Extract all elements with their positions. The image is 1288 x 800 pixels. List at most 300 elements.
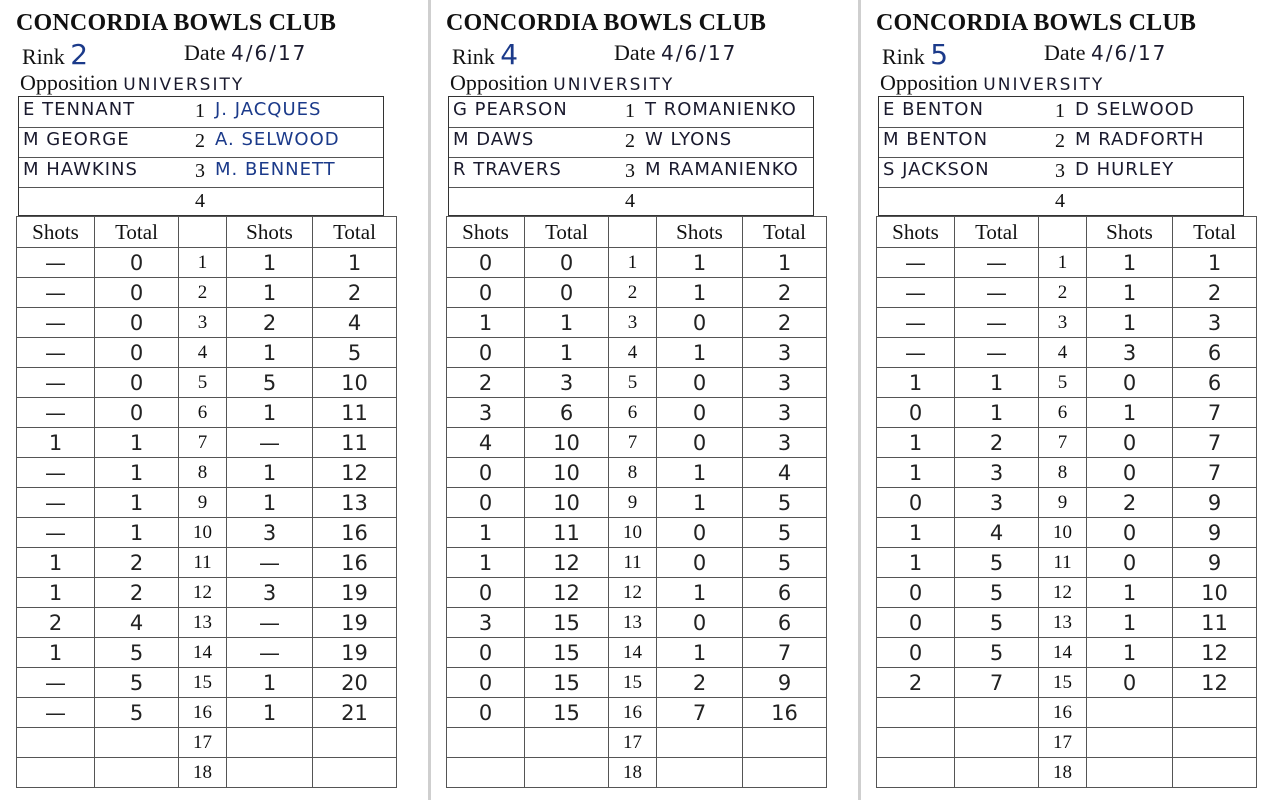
home-total: 1: [955, 398, 1039, 428]
home-total: 15: [525, 638, 609, 668]
home-shots: 0: [447, 458, 525, 488]
date-value: 4/6/17: [1091, 41, 1168, 65]
home-total: 1: [955, 368, 1039, 398]
home-total: 1: [525, 308, 609, 338]
end-row: [877, 308, 1257, 338]
position-number: 1: [625, 100, 635, 122]
home-total: 12: [525, 578, 609, 608]
end-number: 17: [609, 728, 657, 758]
home-shots: 1: [877, 548, 955, 578]
home-shots: 0: [447, 488, 525, 518]
away-player: W LYONS: [645, 129, 733, 150]
home-total: 2: [95, 548, 179, 578]
home-shots: 1: [17, 638, 95, 668]
home-total: 5: [95, 698, 179, 728]
end-number: 14: [179, 638, 227, 668]
position-number: 2: [195, 130, 205, 152]
away-shots: 1: [657, 278, 743, 308]
score-card-rink-4: [446, 0, 866, 800]
player-row: [449, 127, 813, 158]
column-header: Shots: [1087, 217, 1173, 248]
home-shots: 1: [447, 308, 525, 338]
end-row: [877, 368, 1257, 398]
away-total: 1: [1173, 248, 1257, 278]
away-shots: 1: [227, 398, 313, 428]
end-number: 18: [1039, 758, 1087, 788]
away-shots: 1: [1087, 608, 1173, 638]
players-list: [878, 96, 1244, 216]
away-shots: 5: [227, 368, 313, 398]
away-shots: 3: [227, 578, 313, 608]
home-total: 0: [95, 368, 179, 398]
position-number: 2: [625, 130, 635, 152]
end-number: 9: [1039, 488, 1087, 518]
away-shots: [227, 758, 313, 788]
end-row: [447, 758, 827, 788]
home-shots: 1: [447, 548, 525, 578]
rink-label: Rink: [22, 44, 65, 69]
home-total: 5: [955, 578, 1039, 608]
end-number: 2: [609, 278, 657, 308]
home-total: —: [955, 308, 1039, 338]
player-row: [449, 97, 813, 128]
home-total: —: [955, 338, 1039, 368]
home-shots: —: [17, 488, 95, 518]
home-shots: —: [17, 368, 95, 398]
away-shots: [1087, 698, 1173, 728]
end-number: 10: [179, 518, 227, 548]
away-shots: 0: [1087, 518, 1173, 548]
away-shots: —: [227, 608, 313, 638]
home-total: 3: [955, 458, 1039, 488]
away-shots: [1087, 758, 1173, 788]
away-total: 5: [313, 338, 397, 368]
home-shots: 0: [447, 338, 525, 368]
player-row: [449, 157, 813, 188]
column-header: Total: [525, 217, 609, 248]
away-total: 6: [1173, 368, 1257, 398]
home-player: S JACKSON: [883, 159, 990, 180]
away-shots: [1087, 728, 1173, 758]
end-row: [877, 458, 1257, 488]
home-shots: —: [17, 698, 95, 728]
end-row: [447, 338, 827, 368]
end-row: [17, 248, 397, 278]
date-value: 4/6/17: [231, 41, 308, 65]
position-number: 3: [195, 160, 205, 182]
home-total: 0: [95, 338, 179, 368]
end-row: [17, 428, 397, 458]
away-shots: 2: [657, 668, 743, 698]
away-total: 5: [743, 548, 827, 578]
end-row: [17, 608, 397, 638]
home-shots: 2: [447, 368, 525, 398]
score-card-rink-2: [16, 0, 436, 800]
home-total: [95, 758, 179, 788]
home-player: G PEARSON: [453, 99, 568, 120]
away-shots: 1: [1087, 308, 1173, 338]
rink-value: 4: [500, 38, 519, 71]
away-total: [1173, 758, 1257, 788]
away-shots: 0: [1087, 428, 1173, 458]
away-shots: 1: [227, 668, 313, 698]
away-total: 4: [743, 458, 827, 488]
away-total: 2: [743, 278, 827, 308]
home-shots: —: [877, 338, 955, 368]
away-shots: 1: [227, 458, 313, 488]
end-number: 1: [179, 248, 227, 278]
away-total: 12: [1173, 638, 1257, 668]
away-shots: 1: [1087, 638, 1173, 668]
end-number: 3: [609, 308, 657, 338]
away-shots: 1: [657, 458, 743, 488]
rink-value: 2: [70, 38, 89, 71]
away-total: 16: [313, 518, 397, 548]
end-row: [17, 638, 397, 668]
player-row: [879, 157, 1243, 188]
column-header: Shots: [227, 217, 313, 248]
column-header: Total: [95, 217, 179, 248]
home-player: M DAWS: [453, 129, 535, 150]
opposition-line: [20, 70, 244, 96]
home-shots: 1: [17, 578, 95, 608]
away-total: 9: [1173, 488, 1257, 518]
away-player: J. JACQUES: [215, 99, 322, 120]
away-total: 12: [1173, 668, 1257, 698]
away-shots: 1: [657, 488, 743, 518]
position-number: 2: [1055, 130, 1065, 152]
away-player: A. SELWOOD: [215, 129, 340, 150]
home-shots: —: [17, 458, 95, 488]
club-name: CONCORDIA BOWLS CLUB: [876, 10, 1197, 36]
end-number: 15: [179, 668, 227, 698]
opposition-label: Opposition: [880, 70, 978, 95]
end-number: 11: [609, 548, 657, 578]
players-list: [18, 96, 384, 216]
players-list: [448, 96, 814, 216]
home-total: 0: [95, 308, 179, 338]
home-total: 15: [525, 668, 609, 698]
end-row: [17, 308, 397, 338]
end-number: 13: [179, 608, 227, 638]
home-shots: 2: [17, 608, 95, 638]
end-row: [447, 488, 827, 518]
end-number: 3: [1039, 308, 1087, 338]
end-row: [877, 698, 1257, 728]
away-total: 19: [313, 578, 397, 608]
player-row: [19, 157, 383, 188]
home-shots: 2: [877, 668, 955, 698]
home-total: 5: [95, 638, 179, 668]
end-number: 11: [179, 548, 227, 578]
end-row: [447, 398, 827, 428]
home-shots: 0: [877, 638, 955, 668]
home-total: 1: [95, 428, 179, 458]
column-header: Total: [743, 217, 827, 248]
away-total: 3: [743, 368, 827, 398]
home-shots: —: [877, 248, 955, 278]
home-shots: 0: [447, 278, 525, 308]
score-table: [16, 216, 397, 788]
home-total: 1: [95, 488, 179, 518]
end-row: [17, 338, 397, 368]
end-row: [447, 368, 827, 398]
away-shots: —: [227, 548, 313, 578]
away-shots: —: [227, 638, 313, 668]
away-total: 7: [1173, 428, 1257, 458]
end-number: 1: [1039, 248, 1087, 278]
away-total: 2: [743, 308, 827, 338]
end-number: 15: [609, 668, 657, 698]
away-total: 3: [743, 398, 827, 428]
home-total: 10: [525, 458, 609, 488]
away-shots: 1: [1087, 398, 1173, 428]
home-total: 12: [525, 548, 609, 578]
home-shots: —: [17, 248, 95, 278]
score-header-row: [447, 217, 827, 248]
away-total: 20: [313, 668, 397, 698]
opposition-line: [880, 70, 1104, 96]
home-shots: 1: [877, 458, 955, 488]
away-shots: 0: [657, 368, 743, 398]
home-shots: 1: [877, 368, 955, 398]
away-total: 2: [313, 278, 397, 308]
opposition-value: UNIVERSITY: [553, 75, 675, 95]
away-total: 4: [313, 308, 397, 338]
end-number: 5: [609, 368, 657, 398]
player-row: [19, 187, 383, 217]
home-shots: 3: [447, 398, 525, 428]
rink-line: [882, 38, 948, 71]
away-total: 7: [1173, 458, 1257, 488]
end-row: [877, 518, 1257, 548]
home-player: E BENTON: [883, 99, 984, 120]
rink-label: Rink: [882, 44, 925, 69]
home-shots: 1: [877, 518, 955, 548]
date-label: Date: [614, 40, 656, 65]
home-shots: [877, 758, 955, 788]
rink-line: [452, 38, 518, 71]
opposition-value: UNIVERSITY: [123, 75, 245, 95]
end-row: [17, 518, 397, 548]
away-total: 1: [313, 248, 397, 278]
end-row: [877, 638, 1257, 668]
end-number: 2: [1039, 278, 1087, 308]
away-shots: 1: [657, 248, 743, 278]
rink-value: 5: [930, 38, 949, 71]
away-total: 16: [313, 548, 397, 578]
home-shots: —: [17, 668, 95, 698]
away-total: 9: [1173, 548, 1257, 578]
away-shots: 1: [657, 338, 743, 368]
away-total: 12: [313, 458, 397, 488]
away-shots: 1: [227, 248, 313, 278]
end-number: 8: [609, 458, 657, 488]
home-player: M HAWKINS: [23, 159, 138, 180]
away-total: 10: [1173, 578, 1257, 608]
end-number: 9: [609, 488, 657, 518]
home-total: 3: [525, 368, 609, 398]
date-line: [184, 40, 307, 66]
end-number: 14: [1039, 638, 1087, 668]
rink-label: Rink: [452, 44, 495, 69]
position-number: 4: [1055, 190, 1065, 212]
player-row: [879, 127, 1243, 158]
end-number: 10: [1039, 518, 1087, 548]
end-row: [447, 248, 827, 278]
date-label: Date: [1044, 40, 1086, 65]
away-shots: 0: [657, 518, 743, 548]
date-line: [1044, 40, 1167, 66]
away-shots: 1: [227, 338, 313, 368]
away-total: 7: [1173, 398, 1257, 428]
end-number: 18: [179, 758, 227, 788]
away-total: 9: [1173, 518, 1257, 548]
end-number: 2: [179, 278, 227, 308]
away-shots: 1: [657, 578, 743, 608]
home-total: 0: [525, 278, 609, 308]
end-row: [447, 728, 827, 758]
home-total: 5: [95, 668, 179, 698]
end-row: [877, 248, 1257, 278]
end-row: [17, 548, 397, 578]
date-line: [614, 40, 737, 66]
end-row: [447, 668, 827, 698]
home-shots: [17, 728, 95, 758]
end-number: 12: [609, 578, 657, 608]
away-shots: 0: [1087, 458, 1173, 488]
home-shots: [447, 728, 525, 758]
home-shots: 1: [447, 518, 525, 548]
home-total: 4: [955, 518, 1039, 548]
player-row: [19, 97, 383, 128]
away-shots: 1: [227, 698, 313, 728]
home-shots: —: [877, 308, 955, 338]
home-total: 2: [95, 578, 179, 608]
end-row: [17, 278, 397, 308]
away-shots: 3: [1087, 338, 1173, 368]
end-number: 13: [609, 608, 657, 638]
away-total: [743, 758, 827, 788]
away-shots: 0: [1087, 548, 1173, 578]
home-shots: [17, 758, 95, 788]
end-row: [17, 728, 397, 758]
end-row: [877, 758, 1257, 788]
column-header: Total: [1173, 217, 1257, 248]
away-total: 9: [743, 668, 827, 698]
home-shots: 1: [17, 428, 95, 458]
column-header: Shots: [877, 217, 955, 248]
home-shots: —: [17, 278, 95, 308]
end-row: [447, 608, 827, 638]
away-total: 11: [1173, 608, 1257, 638]
player-row: [879, 187, 1243, 217]
home-player: M GEORGE: [23, 129, 130, 150]
home-shots: [877, 698, 955, 728]
away-total: 11: [313, 398, 397, 428]
end-row: [447, 548, 827, 578]
home-total: 0: [95, 398, 179, 428]
end-row: [447, 458, 827, 488]
home-total: 1: [525, 338, 609, 368]
end-number: 10: [609, 518, 657, 548]
away-shots: [657, 758, 743, 788]
position-number: 1: [1055, 100, 1065, 122]
home-total: 5: [955, 548, 1039, 578]
home-total: [525, 758, 609, 788]
away-total: 10: [313, 368, 397, 398]
end-row: [17, 368, 397, 398]
away-total: [313, 758, 397, 788]
end-number: 3: [179, 308, 227, 338]
home-total: 15: [525, 698, 609, 728]
column-header: Total: [955, 217, 1039, 248]
end-number: 11: [1039, 548, 1087, 578]
column-header: Shots: [447, 217, 525, 248]
home-shots: 0: [877, 578, 955, 608]
away-shots: 0: [1087, 668, 1173, 698]
away-total: 16: [743, 698, 827, 728]
opposition-label: Opposition: [450, 70, 548, 95]
score-card-rink-5: [876, 0, 1288, 800]
home-total: 15: [525, 608, 609, 638]
position-number: 1: [195, 100, 205, 122]
home-shots: 4: [447, 428, 525, 458]
home-total: 10: [525, 428, 609, 458]
end-row: [877, 608, 1257, 638]
home-shots: 3: [447, 608, 525, 638]
end-number: 6: [179, 398, 227, 428]
column-header: Shots: [657, 217, 743, 248]
home-shots: 0: [447, 578, 525, 608]
away-shots: 0: [657, 308, 743, 338]
home-shots: 0: [447, 638, 525, 668]
away-shots: 3: [227, 518, 313, 548]
end-number: 13: [1039, 608, 1087, 638]
rink-line: [22, 38, 88, 71]
away-shots: 2: [227, 308, 313, 338]
end-number: 16: [609, 698, 657, 728]
end-row: [877, 278, 1257, 308]
end-number: 5: [1039, 368, 1087, 398]
club-name: CONCORDIA BOWLS CLUB: [16, 10, 337, 36]
end-row: [17, 398, 397, 428]
away-total: [743, 728, 827, 758]
end-row: [447, 698, 827, 728]
end-row: [17, 488, 397, 518]
away-total: 19: [313, 638, 397, 668]
end-row: [17, 668, 397, 698]
end-number: 7: [609, 428, 657, 458]
end-row: [17, 698, 397, 728]
end-row: [447, 518, 827, 548]
player-row: [449, 187, 813, 217]
home-total: 1: [95, 518, 179, 548]
end-row: [447, 308, 827, 338]
away-shots: —: [227, 428, 313, 458]
home-total: 5: [955, 638, 1039, 668]
home-total: 0: [95, 248, 179, 278]
end-number: 12: [179, 578, 227, 608]
home-player: R TRAVERS: [453, 159, 562, 180]
end-number: 8: [179, 458, 227, 488]
end-number: 17: [179, 728, 227, 758]
column-header: Total: [313, 217, 397, 248]
home-total: 0: [95, 278, 179, 308]
end-number: 16: [179, 698, 227, 728]
home-total: 4: [95, 608, 179, 638]
column-header: [179, 217, 227, 248]
